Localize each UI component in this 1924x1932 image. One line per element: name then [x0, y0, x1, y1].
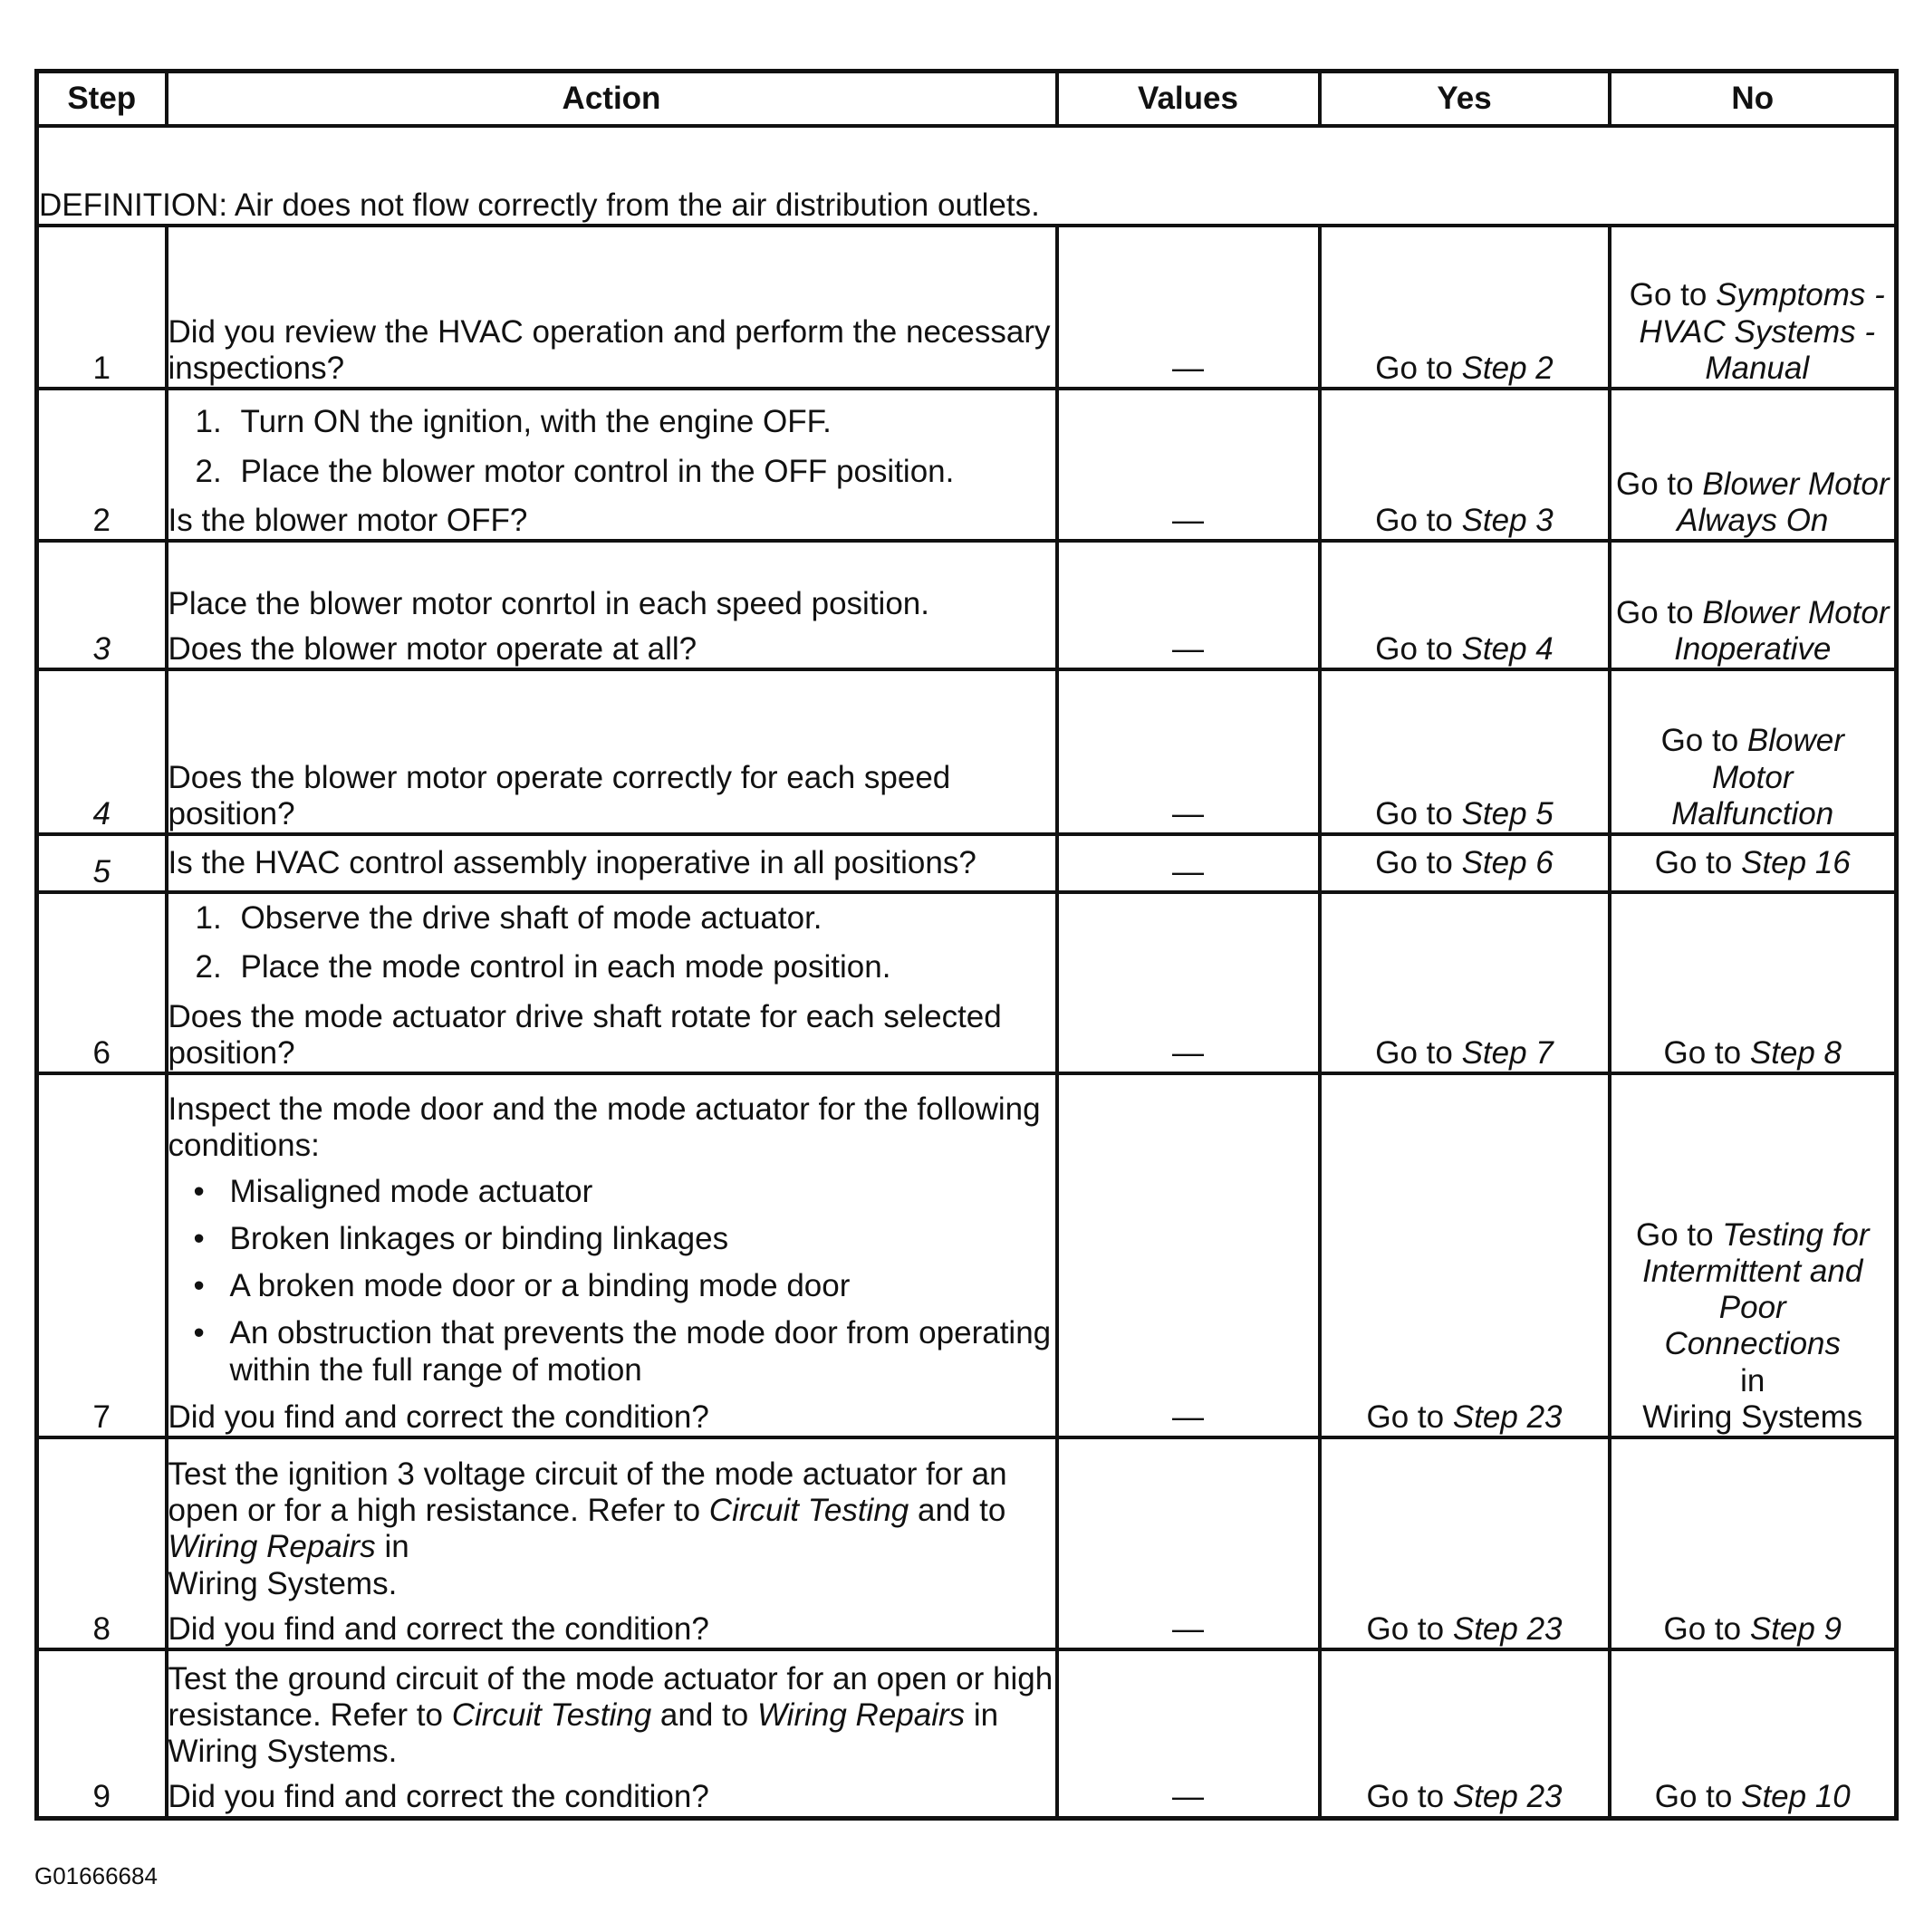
header-action: Action [167, 72, 1057, 127]
reference-wiring-repairs: Wiring Repairs [756, 1697, 966, 1733]
yes-target: Step 2 [1461, 350, 1554, 386]
action-cell [167, 1073, 1057, 1437]
no-manual: Wiring Systems [1642, 1399, 1863, 1435]
yes-prefix: Go to [1366, 1779, 1445, 1815]
action-text-part: Test the ignition 3 voltage circuit of the mode actuator for an open or for a high resistance. Refer to [168, 1456, 1007, 1528]
action-question: Does the blower motor operate at all? [168, 630, 697, 667]
no-prefix: Go to [1615, 594, 1694, 630]
step-number: 1 [37, 226, 167, 389]
no-cell [1610, 226, 1897, 389]
action-text [168, 1661, 1055, 1771]
table-row [37, 389, 1897, 541]
reference-circuit-testing: Circuit Testing [451, 1697, 652, 1733]
value-cell: — [1057, 834, 1320, 892]
action-cell [167, 1437, 1057, 1649]
action-text: Place the blower motor conrtol in each speed position. [168, 585, 929, 621]
procedure-step: 2. Place the blower motor control in the OFF position. [195, 453, 955, 489]
yes-target: Step 4 [1461, 630, 1554, 667]
no-prefix: Go to [1663, 1610, 1742, 1647]
no-target: Blower Motor Malfunction [1671, 723, 1844, 831]
procedure-step: 2. Place the mode control in each mode position. [195, 949, 891, 985]
no-suffix: in [1740, 1362, 1765, 1399]
yes-target: Step 23 [1452, 1399, 1563, 1435]
procedure-step-text: Turn ON the ignition, with the engine OFF. [240, 404, 832, 440]
action-text-part: in Wiring Systems. [168, 1697, 999, 1769]
yes-prefix: Go to [1366, 1399, 1445, 1435]
value-cell: — [1057, 389, 1320, 541]
value-cell: — [1057, 1437, 1320, 1649]
yes-prefix: Go to [1366, 1610, 1445, 1647]
action-cell [167, 541, 1057, 669]
reference-circuit-testing: Circuit Testing [708, 1493, 909, 1528]
table-header-row [37, 72, 1897, 127]
action-cell [167, 389, 1057, 541]
no-prefix: Go to [1629, 277, 1708, 313]
condition-text: A broken mode door or a binding mode door [229, 1268, 851, 1303]
condition-text: Broken linkages or binding linkages [229, 1220, 729, 1256]
value-cell: — [1057, 669, 1320, 834]
condition-text: Misaligned mode actuator [229, 1173, 593, 1209]
procedure-step-text: Place the mode control in each mode position. [240, 949, 891, 985]
header-values: Values [1057, 72, 1320, 127]
no-target: Step 9 [1749, 1610, 1842, 1647]
procedure-step: 1. Turn ON the ignition, with the engine OFF. [195, 404, 832, 440]
table-row [37, 1649, 1897, 1818]
no-cell [1610, 892, 1897, 1073]
yes-prefix: Go to [1375, 1034, 1453, 1071]
diagnostic-table-container [34, 69, 1894, 1821]
action-text: Inspect the mode door and the mode actuator for the following conditions: [168, 1091, 1041, 1164]
action-question: Is the blower motor OFF? [168, 502, 528, 538]
no-cell [1610, 834, 1897, 892]
no-prefix: Go to [1663, 1034, 1742, 1071]
header-yes: Yes [1320, 72, 1610, 127]
no-cell [1610, 669, 1897, 834]
no-target: Blower Motor Inoperative [1674, 594, 1890, 667]
yes-cell [1320, 226, 1610, 389]
no-cell [1610, 1649, 1897, 1818]
yes-prefix: Go to [1375, 795, 1453, 831]
action-question: Did you find and correct the condition? [168, 1779, 709, 1815]
action-text: Did you review the HVAC operation and perform the necessary inspections? [168, 313, 1051, 386]
action-text-part: and to [659, 1697, 749, 1733]
action-text-part: Test the ground circuit of the mode actuator for an open or high resistance. Refer to [168, 1660, 1053, 1733]
no-prefix: Go to [1654, 1779, 1733, 1815]
yes-cell [1320, 541, 1610, 669]
procedure-step-text: Place the blower motor control in the OFF position. [240, 453, 955, 489]
procedure-step: 1. Observe the drive shaft of mode actuator. [195, 900, 823, 936]
value-cell: — [1057, 541, 1320, 669]
yes-cell [1320, 669, 1610, 834]
yes-target: Step 3 [1461, 502, 1554, 538]
action-question: Did you find and correct the condition? [168, 1399, 709, 1435]
yes-cell [1320, 892, 1610, 1073]
action-cell [167, 892, 1057, 1073]
yes-cell [1320, 389, 1610, 541]
step-number: 2 [37, 389, 167, 541]
table-row [37, 1437, 1897, 1649]
list-item: • Misaligned mode actuator [193, 1173, 593, 1209]
table-row [37, 669, 1897, 834]
no-cell [1610, 389, 1897, 541]
no-cell [1610, 1437, 1897, 1649]
reference-wiring-repairs: Wiring Repairs [168, 1529, 376, 1565]
figure-code: G01666684 [34, 1862, 158, 1889]
action-question: Does the mode actuator drive shaft rotate for each selected position? [168, 998, 1002, 1071]
no-target: Symptoms - HVAC Systems - Manual [1639, 277, 1885, 386]
yes-cell [1320, 1649, 1610, 1818]
no-target: Blower Motor Always On [1677, 466, 1890, 538]
no-prefix: Go to [1615, 466, 1694, 502]
step-number: 6 [37, 892, 167, 1073]
procedure-step-text: Observe the drive shaft of mode actuator. [240, 900, 823, 936]
value-cell: — [1057, 1649, 1320, 1818]
list-item: • An obstruction that prevents the mode door from operating within the full range of motion [193, 1315, 1052, 1388]
yes-target: Step 5 [1461, 795, 1554, 831]
action-text [168, 1456, 1055, 1566]
no-cell [1610, 541, 1897, 669]
step-number: 8 [37, 1437, 167, 1649]
diagnostic-table [34, 69, 1899, 1821]
action-question: Did you find and correct the condition? [168, 1610, 709, 1647]
no-target: Step 10 [1741, 1779, 1851, 1815]
no-target: Step 8 [1749, 1034, 1842, 1071]
yes-cell [1320, 1073, 1610, 1437]
value-cell: — [1057, 1073, 1320, 1437]
no-target: Testing for Intermittent and Poor Connections [1642, 1216, 1870, 1362]
table-row [37, 226, 1897, 389]
table-row [37, 892, 1897, 1073]
table-row [37, 834, 1897, 892]
header-no: No [1610, 72, 1897, 127]
action-text-part: Wiring Systems. [168, 1565, 398, 1601]
value-cell: — [1057, 892, 1320, 1073]
definition-row [37, 126, 1897, 226]
yes-prefix: Go to [1375, 502, 1453, 538]
action-cell [167, 834, 1057, 892]
step-number: 9 [37, 1649, 167, 1818]
yes-target: Step 23 [1452, 1779, 1563, 1815]
no-prefix: Go to [1654, 844, 1733, 880]
yes-target: Step 7 [1461, 1034, 1554, 1071]
step-number: 5 [37, 834, 167, 892]
table-row [37, 541, 1897, 669]
action-text-part: and to [918, 1493, 1006, 1528]
value-cell: — [1057, 226, 1320, 389]
condition-list [168, 1174, 1055, 1389]
no-cell [1610, 1073, 1897, 1437]
yes-cell [1320, 834, 1610, 892]
condition-text: An obstruction that prevents the mode door from operating within the full range of motion [229, 1315, 1052, 1388]
action-cell [167, 669, 1057, 834]
no-target: Step 16 [1741, 844, 1851, 880]
yes-target: Step 6 [1461, 844, 1554, 880]
header-step: Step [37, 72, 167, 127]
yes-prefix: Go to [1375, 350, 1453, 386]
no-prefix: Go to [1636, 1216, 1714, 1253]
yes-prefix: Go to [1375, 630, 1453, 667]
yes-target: Step 23 [1452, 1610, 1563, 1647]
table-row [37, 1073, 1897, 1437]
yes-cell [1320, 1437, 1610, 1649]
action-cell [167, 1649, 1057, 1818]
step-number: 3 [37, 541, 167, 669]
list-item: • A broken mode door or a binding mode door [193, 1268, 851, 1303]
step-number: 4 [37, 669, 167, 834]
yes-prefix: Go to [1375, 844, 1453, 880]
definition-text: DEFINITION: Air does not flow correctly from the air distribution outlets. [37, 126, 1897, 226]
action-cell [167, 226, 1057, 389]
action-text-part: in [384, 1529, 409, 1565]
no-prefix: Go to [1660, 723, 1739, 759]
action-text: Is the HVAC control assembly inoperative in all positions? [168, 844, 976, 880]
list-item: • Broken linkages or binding linkages [193, 1220, 729, 1256]
step-number: 7 [37, 1073, 167, 1437]
action-text: Does the blower motor operate correctly for each speed position? [168, 759, 951, 831]
